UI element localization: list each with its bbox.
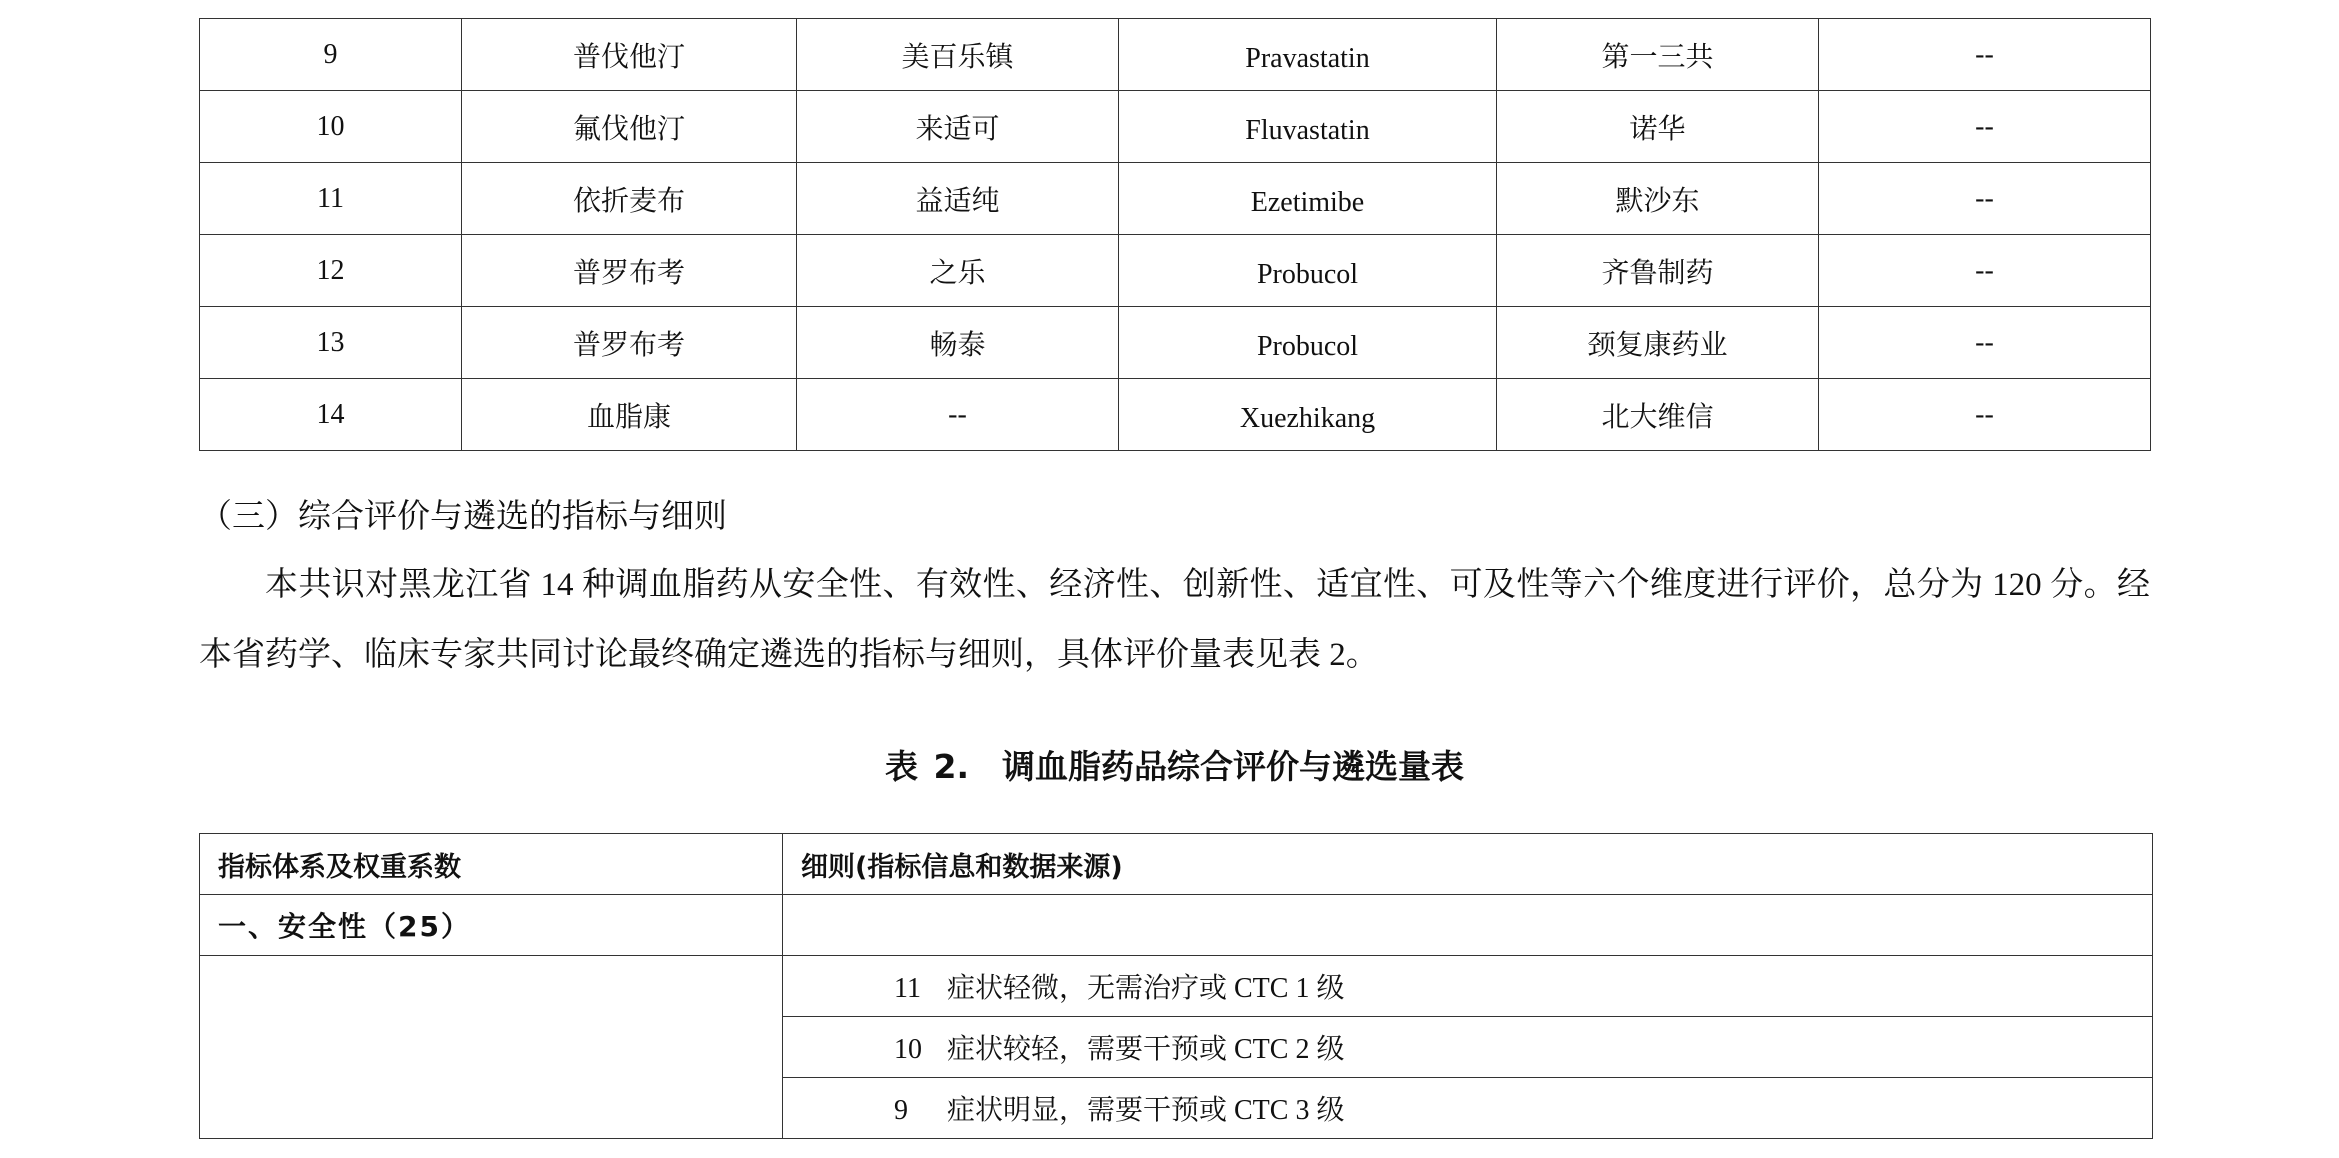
- table-row: [200, 19, 2151, 91]
- evaluation-scale-table: [199, 833, 2153, 1139]
- generic-name: 血脂康: [462, 379, 797, 451]
- table-row: [200, 163, 2151, 235]
- row-number: 9: [200, 19, 462, 91]
- manufacturer: 颈复康药业: [1497, 307, 1819, 379]
- english-name: Ezetimibe: [1119, 163, 1497, 235]
- rule-score: 10: [894, 1034, 922, 1065]
- generic-name: 依折麦布: [462, 163, 797, 235]
- rule-cell: [783, 1078, 2153, 1139]
- row-number: 10: [200, 91, 462, 163]
- row-number: 13: [200, 307, 462, 379]
- table-row: [200, 91, 2151, 163]
- table-row: [200, 379, 2151, 451]
- rule-cell: [783, 956, 2153, 1017]
- merged-indicator-cell: [200, 956, 783, 1139]
- note-cell: --: [1819, 235, 2151, 307]
- table-row: [200, 307, 2151, 379]
- manufacturer: 齐鲁制药: [1497, 235, 1819, 307]
- rule-score: 9: [894, 1095, 908, 1126]
- brand-name: 之乐: [797, 235, 1119, 307]
- generic-name: 氟伐他汀: [462, 91, 797, 163]
- manufacturer: 诺华: [1497, 91, 1819, 163]
- row-number: 11: [200, 163, 462, 235]
- brand-name: 美百乐镇: [797, 19, 1119, 91]
- brand-name: 益适纯: [797, 163, 1119, 235]
- note-cell: --: [1819, 91, 2151, 163]
- table-row: [200, 235, 2151, 307]
- rule-row: [200, 956, 2153, 1017]
- row-number: 14: [200, 379, 462, 451]
- rule-text: 症状轻微，无需治疗或 CTC 1 级: [947, 973, 1345, 1004]
- note-cell: --: [1819, 163, 2151, 235]
- row-number: 12: [200, 235, 462, 307]
- english-name: Xuezhikang: [1119, 379, 1497, 451]
- column-header-indicator: 指标体系及权重系数: [200, 834, 783, 895]
- english-name: Pravastatin: [1119, 19, 1497, 91]
- english-name: Probucol: [1119, 235, 1497, 307]
- manufacturer: 默沙东: [1497, 163, 1819, 235]
- note-cell: --: [1819, 307, 2151, 379]
- drug-list-body: [200, 19, 2151, 451]
- table-header-row: [200, 834, 2153, 895]
- manufacturer: 北大维信: [1497, 379, 1819, 451]
- rule-text: 症状明显，需要干预或 CTC 3 级: [947, 1095, 1345, 1126]
- section-heading: （三）综合评价与遴选的指标与细则: [199, 499, 727, 535]
- english-name: Fluvastatin: [1119, 91, 1497, 163]
- note-cell: --: [1819, 19, 2151, 91]
- generic-name: 普罗布考: [462, 307, 797, 379]
- note-cell: --: [1819, 379, 2151, 451]
- generic-name: 普罗布考: [462, 235, 797, 307]
- brand-name: 畅泰: [797, 307, 1119, 379]
- brand-name: --: [797, 379, 1119, 451]
- table-caption: 表 2. 调血脂药品综合评价与遴选量表: [885, 747, 1464, 786]
- body-paragraph: 本共识对黑龙江省 14 种调血脂药从安全性、有效性、经济性、创新性、适宜性、可及性等六个维度进行评价，总分为 120 分。经本省药学、临床专家共同讨论最终确定遴选的指标与细则，具体评价量表见表 2。: [199, 567, 2151, 673]
- column-header-rules: 细则(指标信息和数据来源): [783, 834, 2153, 895]
- empty-cell: [783, 895, 2153, 956]
- rule-cell: [783, 1017, 2153, 1078]
- section-row: [200, 895, 2153, 956]
- generic-name: 普伐他汀: [462, 19, 797, 91]
- brand-name: 来适可: [797, 91, 1119, 163]
- rule-text: 症状较轻，需要干预或 CTC 2 级: [947, 1034, 1345, 1065]
- rule-score: 11: [894, 973, 921, 1004]
- manufacturer: 第一三共: [1497, 19, 1819, 91]
- drug-list-table: [199, 18, 2151, 451]
- english-name: Probucol: [1119, 307, 1497, 379]
- section-label-safety: 一、安全性（25）: [200, 895, 783, 956]
